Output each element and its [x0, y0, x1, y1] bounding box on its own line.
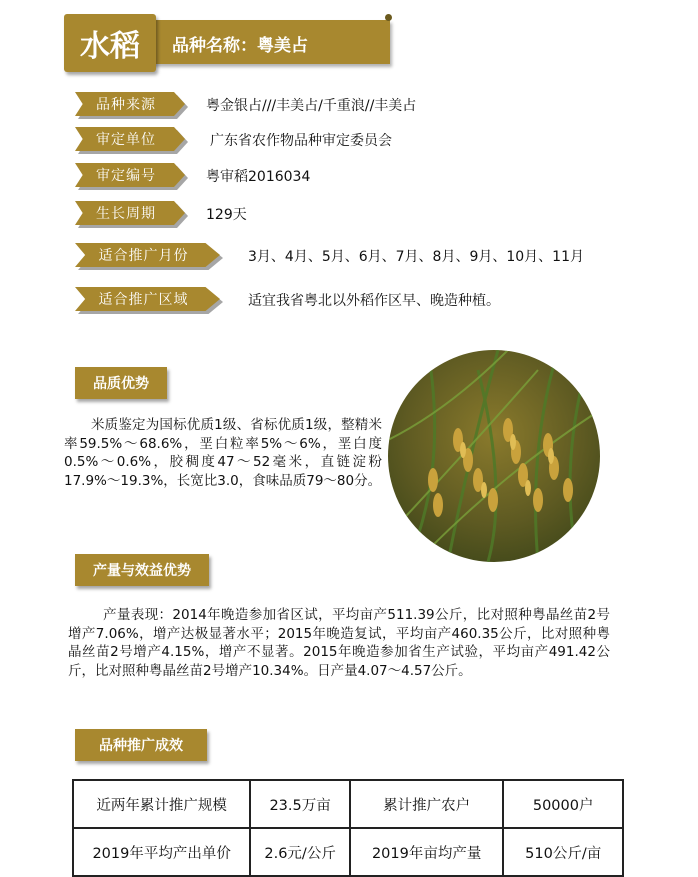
table-cell: 23.5万亩: [250, 780, 350, 828]
label-approval-number: 审定编号: [75, 163, 185, 187]
value-months: 3月、4月、5月、6月、7月、8月、9月、10月、11月: [248, 249, 584, 265]
quality-text: 米质鉴定为国标优质1级、省标优质1级，整精米率59.5%～68.6%，垩白粒率5%～6%，垩白度0.5%～0.6%，胶稠度47～52毫米，直链淀粉17.9%～19.3%，长宽比3.0，食味品质79～80分。: [64, 417, 382, 489]
table-cell: 2019年平均产出单价: [73, 828, 250, 876]
table-cell: 累计推广农户: [350, 780, 503, 828]
label-growth-period: 生长周期: [75, 201, 185, 225]
table-row: [73, 828, 623, 876]
section-quality-title: 品质优势: [75, 367, 167, 399]
rice-field-image: [388, 350, 600, 562]
value-source: 粤金银占///丰美占/千重浪//丰美占: [206, 98, 417, 114]
table-row: [73, 780, 623, 828]
table-cell: 50000户: [503, 780, 623, 828]
value-approval-number: 粤审稻2016034: [206, 169, 311, 185]
value-regions: 适宜我省粤北以外稻作区早、晚造种植。: [248, 293, 500, 309]
value-approval-unit: 广东省农作物品种审定委员会: [210, 133, 392, 149]
label-regions: 适合推广区域: [75, 287, 220, 311]
table-cell: 510公斤/亩: [503, 828, 623, 876]
value-growth-period: 129天: [206, 207, 247, 223]
table-cell: 近两年累计推广规模: [73, 780, 250, 828]
crop-title: 水稻: [64, 14, 156, 72]
header-dot: [385, 14, 392, 21]
table-cell: 2.6元/公斤: [250, 828, 350, 876]
table-cell: 2019年亩均产量: [350, 828, 503, 876]
label-months: 适合推广月份: [75, 243, 220, 267]
section-yield-title: 产量与效益优势: [75, 554, 209, 586]
variety-name: 品种名称：粤美占: [172, 36, 308, 56]
section-promotion-title: 品种推广成效: [75, 729, 207, 761]
label-source: 品种来源: [75, 92, 185, 116]
yield-text: 产量表现：2014年晚造参加省区试，平均亩产511.39公斤，比对照种粤晶丝苗2号增产7.06%，增产达极显著水平；2015年晚造复试，平均亩产460.35公斤，比对照种粤晶丝苗2号增产4.15%，增产不显著。2015年晚造参加省生产试验，平均亩产491.42公斤，比对照种粤晶丝苗2号增产10.34%。日产量4.07～4.57公斤。: [68, 607, 610, 679]
promotion-table: [72, 779, 624, 877]
label-approval-unit: 审定单位: [75, 127, 185, 151]
